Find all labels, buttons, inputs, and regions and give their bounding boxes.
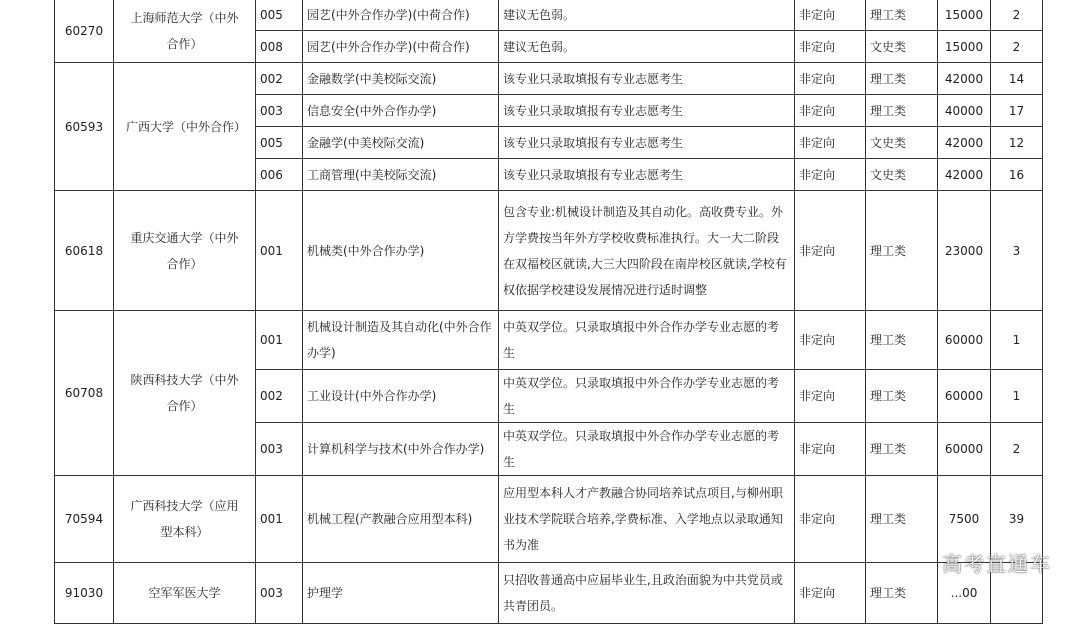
tuition: 15000 xyxy=(938,0,991,31)
major-name: 金融学(中美校际交流) xyxy=(303,127,499,159)
category: 理工类 xyxy=(866,563,938,624)
major-note: 该专业只录取填报有专业志愿考生 xyxy=(499,127,795,159)
major-name: 机械工程(产教融合应用型本科) xyxy=(303,476,499,563)
plan-count: 3 xyxy=(991,191,1043,311)
plan-count: 1 xyxy=(991,370,1043,423)
major-code: 005 xyxy=(256,127,303,159)
tuition: 60000 xyxy=(938,370,991,423)
table-row xyxy=(55,191,1043,311)
category: 理工类 xyxy=(866,311,938,370)
direction: 非定向 xyxy=(795,31,866,63)
major-note: 只招收普通高中应届毕业生,且政治面貌为中共党员或共青团员。 xyxy=(499,563,795,624)
admission-plan-table xyxy=(54,0,1043,624)
major-note: 该专业只录取填报有专业志愿考生 xyxy=(499,63,795,95)
plan-count: 2 xyxy=(991,31,1043,63)
category: 文史类 xyxy=(866,127,938,159)
direction: 非定向 xyxy=(795,563,866,624)
category: 理工类 xyxy=(866,191,938,311)
tuition: 7500 xyxy=(938,476,991,563)
school-name: 广西大学（中外合作） xyxy=(114,63,256,191)
major-code: 008 xyxy=(256,31,303,63)
major-code: 001 xyxy=(256,191,303,311)
major-name: 金融数学(中美校际交流) xyxy=(303,63,499,95)
major-name: 计算机科学与技术(中外合作办学) xyxy=(303,423,499,476)
major-name: 园艺(中外合作办学)(中荷合作) xyxy=(303,0,499,31)
school-code: 60708 xyxy=(55,311,114,476)
major-name: 信息安全(中外合作办学) xyxy=(303,95,499,127)
school-name: 广西科技大学（应用型本科） xyxy=(114,476,256,563)
school-code: 60270 xyxy=(55,0,114,63)
major-code: 006 xyxy=(256,159,303,191)
category: 理工类 xyxy=(866,370,938,423)
major-code: 002 xyxy=(256,370,303,423)
school-name: 重庆交通大学（中外合作） xyxy=(114,191,256,311)
major-note: 建议无色弱。 xyxy=(499,31,795,63)
direction: 非定向 xyxy=(795,370,866,423)
table-row xyxy=(55,63,1043,95)
tuition: 42000 xyxy=(938,127,991,159)
table-row xyxy=(55,311,1043,370)
major-name: 护理学 xyxy=(303,563,499,624)
major-name: 机械类(中外合作办学) xyxy=(303,191,499,311)
plan-count: 2 xyxy=(991,0,1043,31)
direction: 非定向 xyxy=(795,95,866,127)
plan-count: 17 xyxy=(991,95,1043,127)
major-code: 003 xyxy=(256,563,303,624)
direction: 非定向 xyxy=(795,476,866,563)
direction: 非定向 xyxy=(795,63,866,95)
major-name: 工业设计(中外合作办学) xyxy=(303,370,499,423)
plan-count: 16 xyxy=(991,159,1043,191)
tuition: 15000 xyxy=(938,31,991,63)
category: 理工类 xyxy=(866,423,938,476)
school-code: 91030 xyxy=(55,563,114,624)
plan-count: 39 xyxy=(991,476,1043,563)
category: 文史类 xyxy=(866,159,938,191)
school-code: 60618 xyxy=(55,191,114,311)
tuition: 42000 xyxy=(938,159,991,191)
major-note: 中英双学位。只录取填报中外合作办学专业志愿的考生 xyxy=(499,423,795,476)
school-name: 陕西科技大学（中外合作） xyxy=(114,311,256,476)
category: 理工类 xyxy=(866,0,938,31)
tuition: ...00 xyxy=(938,563,991,624)
direction: 非定向 xyxy=(795,311,866,370)
school-code: 60593 xyxy=(55,63,114,191)
tuition: 23000 xyxy=(938,191,991,311)
major-note: 中英双学位。只录取填报中外合作办学专业志愿的考生 xyxy=(499,311,795,370)
major-code: 003 xyxy=(256,423,303,476)
major-note: 包含专业:机械设计制造及其自动化。高收费专业。外方学费按当年外方学校收费标准执行。大一大二阶段在双福校区就读,大三大四阶段在南岸校区就读,学校有权依据学校建设发展情况进行适时调整 xyxy=(499,191,795,311)
major-name: 工商管理(中美校际交流) xyxy=(303,159,499,191)
plan-count: 14 xyxy=(991,63,1043,95)
table-row xyxy=(55,0,1043,31)
major-note: 该专业只录取填报有专业志愿考生 xyxy=(499,95,795,127)
school-code: 70594 xyxy=(55,476,114,563)
direction: 非定向 xyxy=(795,423,866,476)
tuition: 60000 xyxy=(938,311,991,370)
school-name: 空军军医大学 xyxy=(114,563,256,624)
category: 理工类 xyxy=(866,63,938,95)
table-row xyxy=(55,476,1043,563)
plan-count: 1 xyxy=(991,311,1043,370)
major-code: 003 xyxy=(256,95,303,127)
category: 文史类 xyxy=(866,31,938,63)
major-name: 园艺(中外合作办学)(中荷合作) xyxy=(303,31,499,63)
tuition: 60000 xyxy=(938,423,991,476)
tuition: 42000 xyxy=(938,63,991,95)
major-note: 应用型本科人才产教融合协同培养试点项目,与柳州职业技术学院联合培养,学费标准、入学地点以录取通知书为准 xyxy=(499,476,795,563)
major-note: 该专业只录取填报有专业志愿考生 xyxy=(499,159,795,191)
major-name: 机械设计制造及其自动化(中外合作办学) xyxy=(303,311,499,370)
watermark: 高考直通车 xyxy=(942,552,1052,576)
direction: 非定向 xyxy=(795,159,866,191)
plan-count: 12 xyxy=(991,127,1043,159)
direction: 非定向 xyxy=(795,127,866,159)
major-note: 建议无色弱。 xyxy=(499,0,795,31)
major-code: 001 xyxy=(256,476,303,563)
tuition: 40000 xyxy=(938,95,991,127)
school-name: 上海师范大学（中外合作） xyxy=(114,0,256,63)
category: 理工类 xyxy=(866,95,938,127)
direction: 非定向 xyxy=(795,191,866,311)
major-code: 005 xyxy=(256,0,303,31)
major-note: 中英双学位。只录取填报中外合作办学专业志愿的考生 xyxy=(499,370,795,423)
table-row xyxy=(55,563,1043,624)
direction: 非定向 xyxy=(795,0,866,31)
plan-count: 2 xyxy=(991,423,1043,476)
major-code: 002 xyxy=(256,63,303,95)
major-code: 001 xyxy=(256,311,303,370)
category: 理工类 xyxy=(866,476,938,563)
